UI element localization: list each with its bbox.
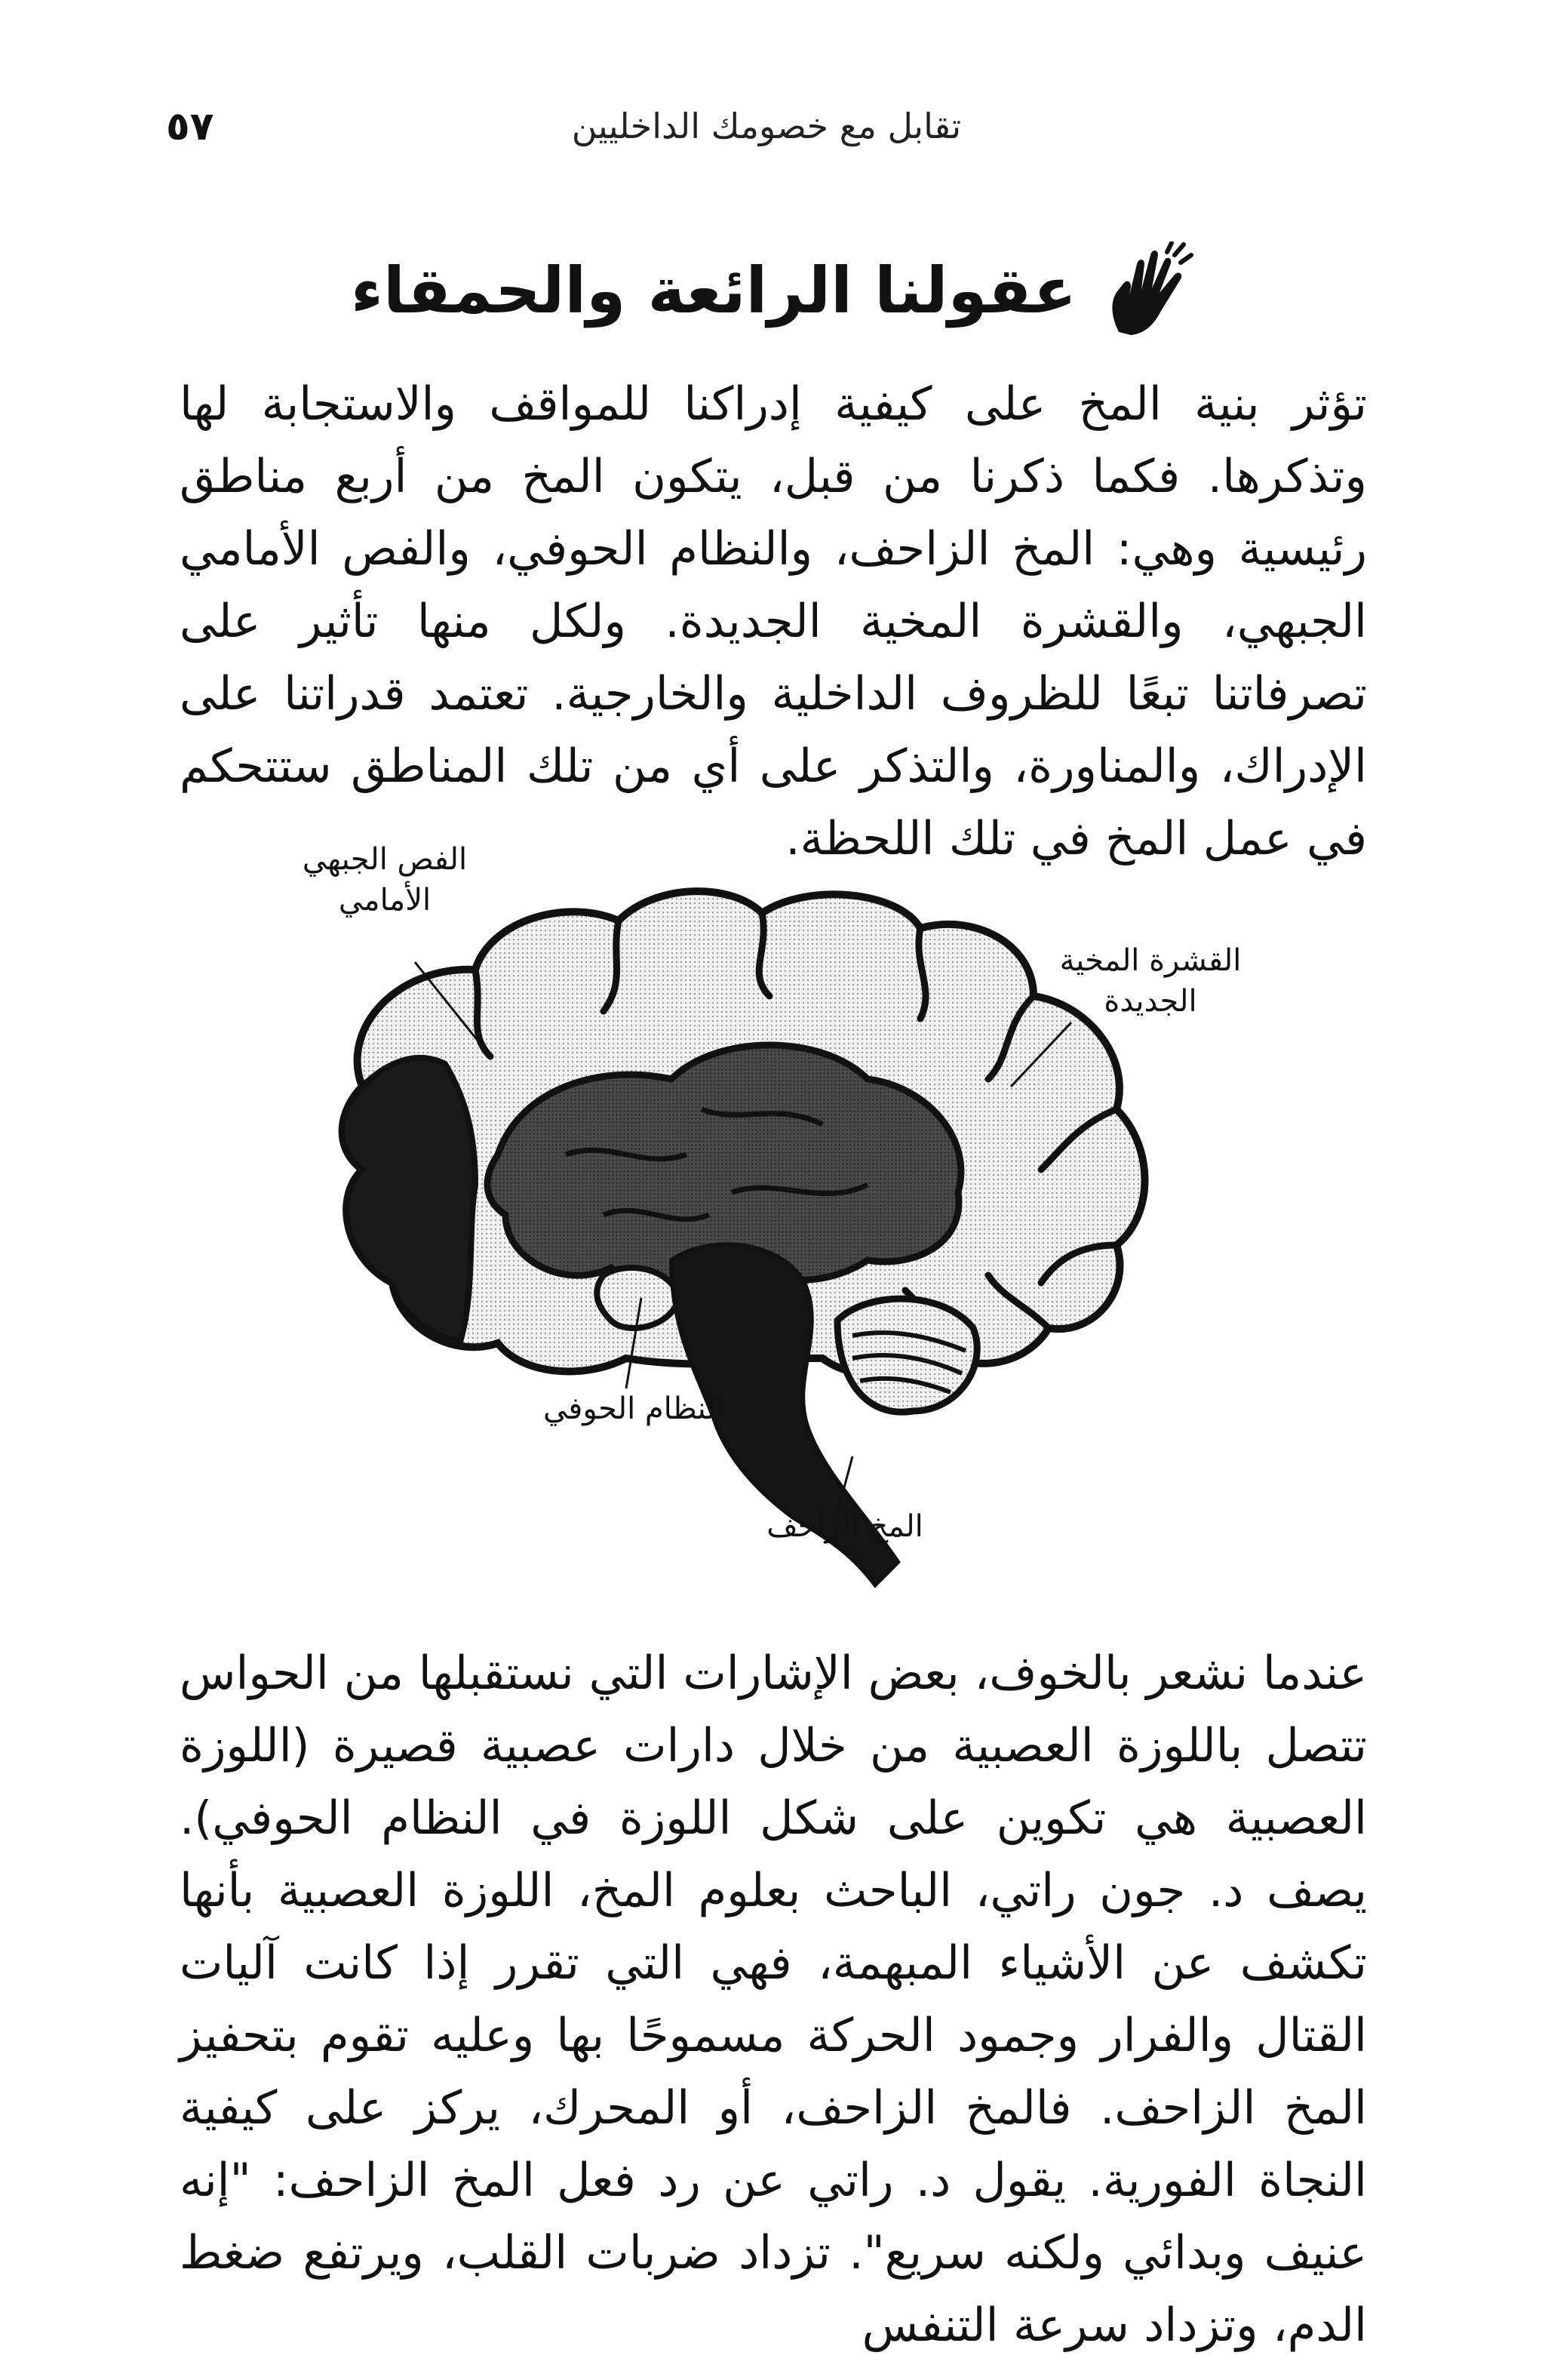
running-header (166, 91, 1367, 158)
section-heading (0, 241, 1545, 355)
label-frontal-lobe: الفص الجبهي الأمامي (302, 842, 468, 918)
brain-diagram (249, 838, 1343, 1592)
label-reptilian-brain: المخ الزاحف (766, 1509, 923, 1544)
label-neocortex: القشرة المخية الجديدة (1059, 943, 1242, 1019)
body-paragraph-2: عندما نشعر بالخوف، بعض الإشارات التي نستقبلها من الحواس تتصل باللوزة العصبية من خلال دارات عصبية قصيرة (اللوزة العصبية هي تكوين على شكل اللوزة في النظام الحوفي). يصف د. جون راتي، الباحث بعلوم المخ، اللوزة العصبية بأنها تكشف عن الأشياء المبهمة، فهي التي تقرر إذا كانت آليات القتال والفرار وجمود الحركة مسموحًا بها وعليه تقوم بتحفيز المخ الزاحف. فالمخ الزاحف، أو المحرك، يركز على كيفية النجاة الفورية. يقول د. راتي عن رد فعل المخ الزاحف: "إنه عنيف وبدائي ولكنه سريع". تزداد ضربات القلب، ويرتفع ضغط الدم، وتزداد سرعة التنفس (180, 1647, 1367, 2352)
page-number: ٥٧ (166, 104, 214, 149)
label-limbic-system: النظام الحوفي (542, 1391, 725, 1426)
section-title: عقولنا الرائعة والحمقاء (351, 254, 1077, 327)
hand-icon (1096, 241, 1194, 340)
frontal-lobe-region (342, 1058, 475, 1342)
running-title: تقابل مع خصومك الداخليين (571, 106, 962, 146)
body-paragraph-1: تؤثر بنية المخ على كيفية إدراكنا للمواقف والاستجابة لها وتذكرها. فكما ذكرنا من قبل، يتكون المخ من أربع مناطق رئيسية وهي: المخ الزاحف، والنظام الحوفي، والفص الأمامي الجبهي، والقشرة المخية الجديدة. ولكل منها تأثير على تصرفاتنا تبعًا للظروف الداخلية والخارجية. تعتمد قدراتنا على الإدراك، والمناورة، والتذكر على أي من تلك المناطق ستتحكم في عمل المخ في تلك اللحظة. (180, 377, 1367, 866)
